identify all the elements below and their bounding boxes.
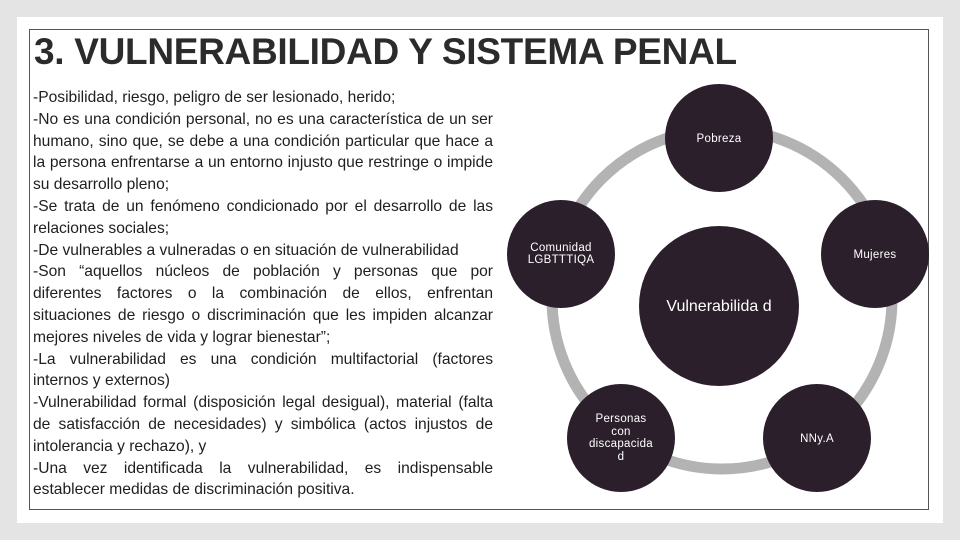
paragraph: -Una vez identificada la vulnerabilidad, es indispensable establecer medidas de discriminación positiva. (33, 459, 493, 499)
paragraph: -De vulnerables a vulneradas o en situación de vulnerabilidad (33, 241, 459, 259)
node-label-nnya: NNy.A (800, 432, 834, 445)
paragraph: -Vulnerabilidad formal (disposición legal desigual), material (falta de satisfacción de necesidades) y simbólica (actos injustos de intolerancia y rechazo), y (33, 394, 493, 455)
paragraph: -Posibilidad, riesgo, peligro de ser lesionado, herido; (33, 89, 396, 106)
node-label-lgbt: Comunidad LGBTTTIQA (527, 241, 595, 266)
paragraph: -No es una condición personal, no es una característica de un ser humano, sino que, se debe a una condición particular que hace a la persona enfrentarse a un entorno injusto que restringe o impide su desarrollo pleno; (33, 110, 493, 194)
paragraph: -La vulnerabilidad es una condición multifactorial (factores internos y externos) (33, 350, 493, 390)
paragraph: -Se trata de un fenómeno condicionado por el desarrollo de las relaciones sociales; (33, 197, 493, 237)
node-label-mujeres: Mujeres (853, 248, 897, 261)
node-label-discapacidad: Personas con discapacida d (588, 413, 654, 463)
slide-title: 3. VULNERABILIDAD Y SISTEMA PENAL (34, 31, 737, 72)
node-label-pobreza: Pobreza (696, 132, 742, 145)
center-label: Vulnerabilida d (666, 297, 772, 315)
paragraph: -Son “aquellos núcleos de población y personas que por diferentes factores o la combinación de ellos, enfrentan situaciones de riesgo o discriminación que les impiden alcanzar mejores niveles de vida y lograr bienestar”; (33, 263, 493, 346)
